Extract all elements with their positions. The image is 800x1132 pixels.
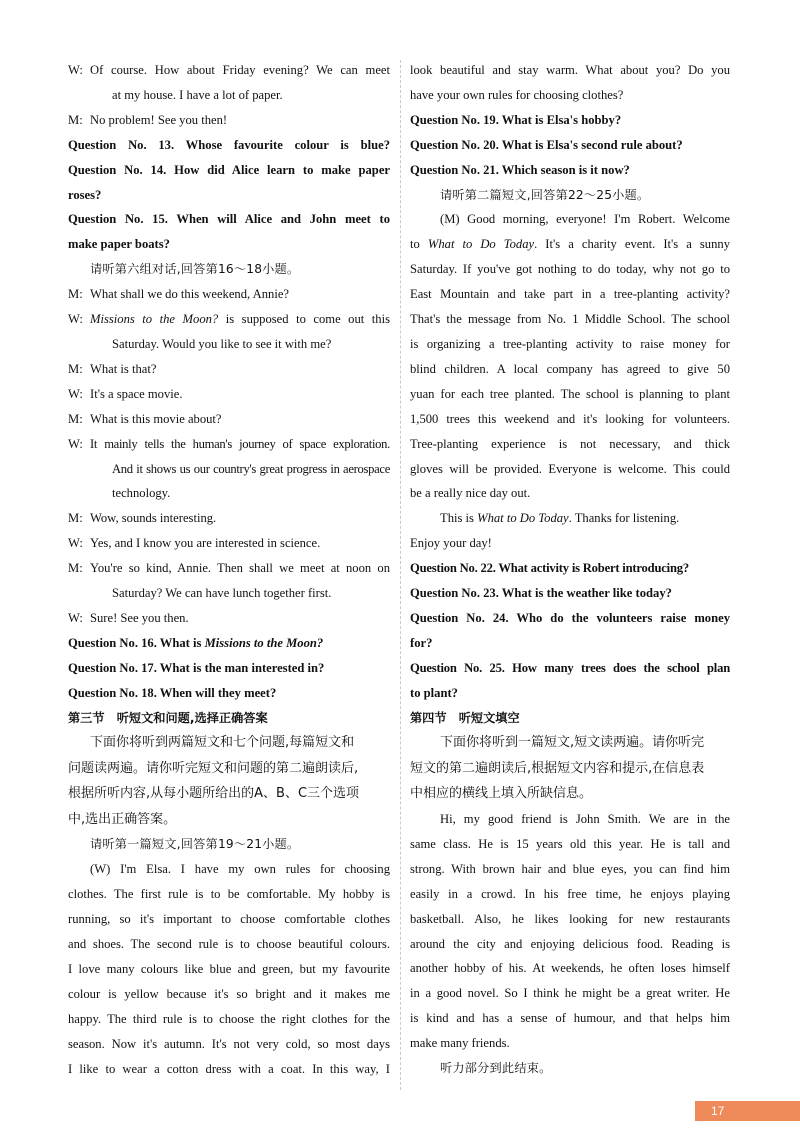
passage-line: I love many colours like blue and green, but my favourite bbox=[68, 962, 390, 976]
dialogue-line bbox=[68, 432, 390, 507]
question-15-cont: make paper boats? bbox=[68, 237, 170, 252]
passage-line: blind children. A local company has agreed to give 50 bbox=[410, 361, 730, 376]
passage-line: make many friends. bbox=[410, 1036, 510, 1051]
passage-line: happy. The third rule is to choose the right clothes for the bbox=[68, 1011, 390, 1026]
dialogue-line bbox=[68, 531, 390, 556]
speaker-label: W: bbox=[68, 536, 83, 551]
dialogue-line bbox=[68, 606, 390, 631]
passage-line: (M) Good morning, everyone! I'm Robert. Welcome bbox=[440, 212, 730, 227]
dialogue-text: What is that? bbox=[90, 361, 157, 376]
passage-line: have your own rules for choosing clothes? bbox=[410, 87, 624, 102]
dialogue-line bbox=[68, 382, 390, 407]
speaker-label: W: bbox=[68, 312, 83, 327]
passage-line: colour is yellow because it's so bright and it makes me bbox=[68, 986, 390, 1001]
dialogue-text: Saturday. Would you like to see it with me? bbox=[112, 336, 332, 351]
dialogue-line bbox=[68, 357, 390, 382]
movie-title: Missions to the Moon? bbox=[90, 312, 219, 327]
dialogue-text: And it shows us our country's great progress in aerospace bbox=[112, 461, 390, 476]
dialogue-text: It's a space movie. bbox=[90, 386, 183, 401]
speaker-label: W: bbox=[68, 436, 83, 451]
passage-line: another hobby of his. At weekends, he often loses himself bbox=[410, 961, 730, 976]
passage-line: Hi, my good friend is John Smith. We are in the bbox=[440, 811, 730, 826]
left-column bbox=[68, 58, 390, 1082]
passage-line: strong. With brown hair and blue eyes, you can find him bbox=[410, 861, 730, 876]
passage-line: same class. He is 15 years old this year. He is tall and bbox=[410, 836, 730, 851]
passage-line: Enjoy your day! bbox=[410, 536, 492, 551]
passage-line: 1,500 trees this weekend and it's looking for volunteers. bbox=[410, 411, 730, 426]
passage-line: That's the message from No. 1 Middle School. The school bbox=[410, 312, 730, 327]
question-23: Question No. 23. What is the weather like today? bbox=[410, 586, 672, 601]
question-25-cont: to plant? bbox=[410, 685, 458, 700]
speaker-label: M: bbox=[68, 411, 83, 426]
passage-line: gloves will be provided. Everyone is welcome. This could bbox=[410, 461, 730, 476]
speaker-label: W: bbox=[68, 610, 83, 625]
question-13: Question No. 13. Whose favourite colour is blue? bbox=[68, 137, 390, 152]
dialogue-line bbox=[68, 108, 390, 133]
dialogue-text: No problem! See you then! bbox=[90, 112, 228, 127]
section-3-instructions: 中,选出正确答案。 bbox=[68, 811, 177, 827]
dialogue-line bbox=[68, 307, 390, 357]
speaker-label: M: bbox=[68, 287, 83, 302]
dialogue-text: Missions to the Moon? is supposed to come out this bbox=[90, 312, 390, 327]
dialogue-text: You're so kind, Annie. Then shall we meet at noon on bbox=[90, 561, 390, 576]
question-16: Question No. 16. What is Missions to the Moon? bbox=[68, 635, 324, 650]
section-3-instructions: 下面你将听到两篇短文和七个问题,每篇短文和 bbox=[90, 735, 355, 751]
question-24: Question No. 24. Who do the volunteers raise money bbox=[410, 610, 730, 625]
section-4-heading: 第四节 听短文填空 bbox=[410, 710, 520, 725]
passage-line: Saturday. If you've got nothing to do today, why not go to bbox=[410, 262, 730, 277]
speaker-label: M: bbox=[68, 112, 83, 127]
dialogue-line bbox=[68, 407, 390, 432]
passage-line: be a really nice day out. bbox=[410, 486, 531, 501]
dialogue-line bbox=[68, 506, 390, 531]
speaker-label: W: bbox=[68, 63, 83, 77]
question-18: Question No. 18. When will they meet? bbox=[68, 685, 277, 700]
passage-line: I like to wear a cotton dress with a coat. In this way, I bbox=[68, 1061, 390, 1076]
dialogue-text: technology. bbox=[112, 486, 171, 501]
passage-line: This is What to Do Today. Thanks for listening. bbox=[440, 511, 680, 526]
section-3-instructions: 问题读两遍。请你听完短文和问题的第二遍朗读后, bbox=[68, 760, 359, 776]
instruction-passage-2: 请听第二篇短文,回答第22～25小题。 bbox=[440, 187, 650, 202]
passage-line: is kind and has a sense of humour, and that helps him bbox=[410, 1011, 730, 1026]
question-15: Question No. 15. When will Alice and John meet to bbox=[68, 212, 390, 227]
section-4-instructions: 中相应的横线上填入所缺信息。 bbox=[410, 786, 593, 802]
passage-line: around the city and enjoying delicious food. Reading is bbox=[410, 936, 730, 951]
dialogue-text: Yes, and I know you are interested in science. bbox=[90, 536, 321, 551]
passage-line: clothes. The first rule is to be comfortable. My hobby is bbox=[68, 887, 390, 902]
question-20: Question No. 20. What is Elsa's second rule about? bbox=[410, 137, 683, 152]
passage-line: (W) I'm Elsa. I have my own rules for choosing bbox=[90, 862, 390, 877]
dialogue-text: Of course. How about Friday evening? We can meet bbox=[90, 63, 390, 77]
passage-line: yuan for each tree planted. The school is planning to plant bbox=[410, 386, 730, 401]
passage-line: look beautiful and stay warm. What about you? Do you bbox=[410, 63, 730, 77]
section-4-instructions: 下面你将听到一篇短文,短文读两遍。请你听完 bbox=[440, 735, 705, 751]
speaker-label: M: bbox=[68, 511, 83, 526]
dialogue-line bbox=[68, 58, 390, 108]
question-25: Question No. 25. How many trees does the school plan bbox=[410, 660, 730, 675]
passage-line: season. Now it's autumn. It's not very cold, so most days bbox=[68, 1036, 390, 1051]
instruction-group-6: 请听第六组对话,回答第16～18小题。 bbox=[90, 262, 300, 277]
dialogue-text: Wow, sounds interesting. bbox=[90, 511, 217, 526]
passage-line: and shoes. The second rule is to choose beautiful colours. bbox=[68, 937, 390, 952]
speaker-label: M: bbox=[68, 361, 83, 376]
question-17: Question No. 17. What is the man interested in? bbox=[68, 660, 325, 675]
dialogue-line bbox=[68, 282, 390, 307]
right-column bbox=[410, 58, 730, 1081]
dialogue-text: at my house. I have a lot of paper. bbox=[112, 87, 283, 102]
dialogue-line bbox=[68, 556, 390, 606]
question-24-cont: for? bbox=[410, 635, 433, 650]
question-14: Question No. 14. How did Alice learn to make paper bbox=[68, 162, 390, 177]
passage-line: East Mountain and take part in a tree-planting activity? bbox=[410, 287, 730, 302]
question-14-cont: roses? bbox=[68, 187, 102, 202]
passage-line: Tree-planting experience is not necessary, and thick bbox=[410, 436, 730, 451]
section-3-heading: 第三节 听短文和问题,选择正确答案 bbox=[68, 710, 268, 725]
dialogue-text: Sure! See you then. bbox=[90, 610, 189, 625]
dialogue-text: Saturday? We can have lunch together first. bbox=[112, 586, 332, 601]
program-title: What to Do Today bbox=[427, 237, 535, 252]
passage-line: easily in a crowd. In his free time, he enjoys playing bbox=[410, 886, 730, 901]
dialogue-text: What shall we do this weekend, Annie? bbox=[90, 287, 289, 302]
page-number: 17 bbox=[695, 1101, 800, 1121]
dialogue-text: What is this movie about? bbox=[90, 411, 222, 426]
column-divider bbox=[400, 60, 401, 1090]
question-19: Question No. 19. What is Elsa's hobby? bbox=[410, 112, 622, 127]
passage-line: running, so it's important to choose comfortable clothes bbox=[68, 912, 390, 927]
instruction-passage-1: 请听第一篇短文,回答第19～21小题。 bbox=[90, 837, 300, 852]
question-21: Question No. 21. Which season is it now? bbox=[410, 162, 630, 177]
passage-line: basketball. Also, he likes looking for new restaurants bbox=[410, 911, 730, 926]
passage-line: to What to Do Today. It's a charity event. It's a sunny bbox=[410, 237, 730, 252]
speaker-label: W: bbox=[68, 386, 83, 401]
section-4-instructions: 短文的第二遍朗读后,根据短文内容和提示,在信息表 bbox=[410, 760, 705, 776]
listening-end-note: 听力部分到此结束。 bbox=[440, 1061, 552, 1076]
speaker-label: M: bbox=[68, 561, 83, 576]
section-3-instructions: 根据所听内容,从每小题所给出的A、B、C三个选项 bbox=[68, 786, 360, 802]
dialogue-text: It mainly tells the human's journey of space exploration. bbox=[90, 436, 390, 451]
question-22: Question No. 22. What activity is Robert introducing? bbox=[410, 561, 689, 576]
passage-line: in a good novel. So I think he might be a great writer. He bbox=[410, 986, 730, 1001]
passage-line: is organizing a tree-planting activity to raise money for bbox=[410, 336, 730, 351]
